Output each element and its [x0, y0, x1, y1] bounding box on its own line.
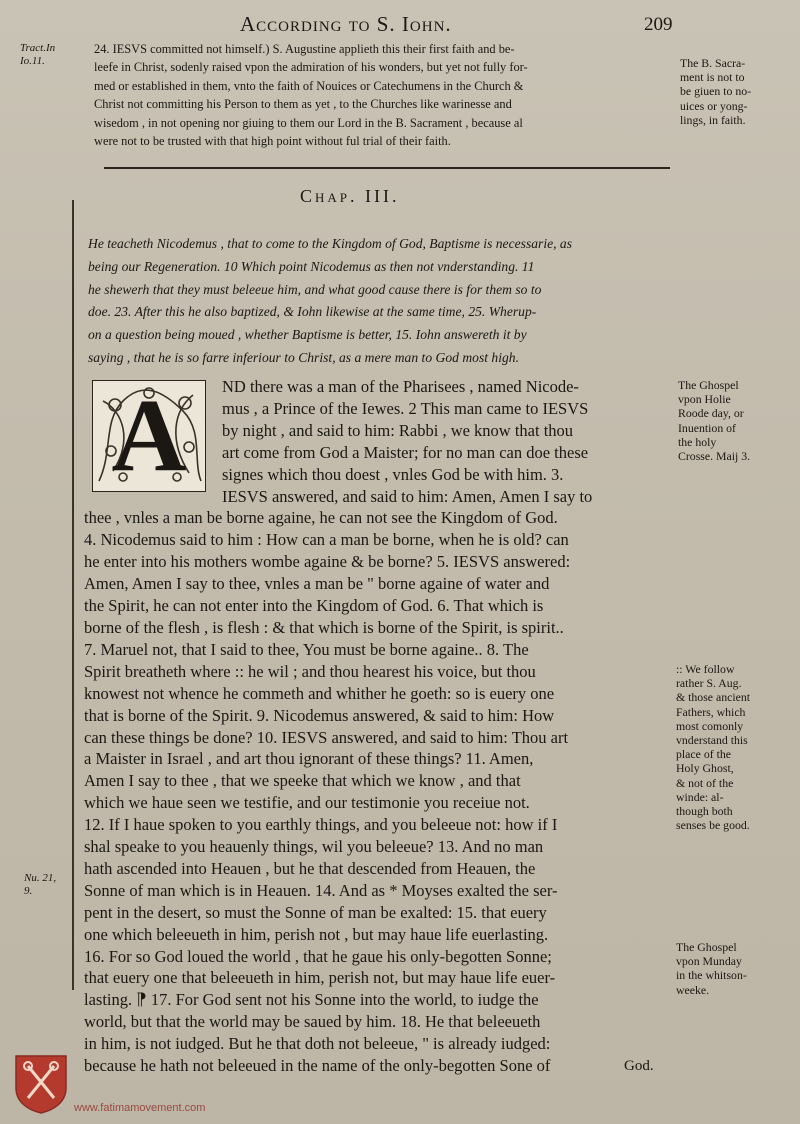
- papal-seal-icon: [14, 1054, 68, 1114]
- margin-line: uices or yong-: [680, 98, 748, 113]
- text-line: IESVS answered, and said to him: Amen, Amen I say to: [222, 486, 593, 506]
- margin-ref-line: Tract.In: [20, 42, 56, 54]
- text-line: Spirit breatheth where :: he wil ; and thou hearest his voice, but thou: [84, 661, 536, 681]
- margin-line: the holy: [678, 434, 717, 449]
- text-line: in him, is not iudged. But he that doth not beleeue, " is already iudged:: [84, 1034, 551, 1054]
- margin-line: lings, in faith.: [680, 112, 746, 127]
- margin-line: The Ghospel: [676, 940, 737, 954]
- margin-line: ment is not to: [680, 70, 745, 85]
- text-line: signes which thou doest , vnles God be with him. 3.: [222, 464, 564, 484]
- margin-line: Fathers, which: [676, 704, 746, 719]
- margin-line: be giuen to no-: [680, 84, 752, 99]
- margin-note-holie-roode: [678, 378, 750, 463]
- text-line: by night , and said to him: Rabbi , we know that thou: [222, 420, 574, 440]
- text-line: because he hath not beleeued in the name of the only-begotten Sone of: [84, 1056, 551, 1076]
- text-line: shal speake to you heauenly things, wil you beleeue? 13. And no man: [84, 837, 544, 857]
- text-line: 12. If I haue spoken to you earthly things, and you beleeue not: how if I: [84, 815, 558, 835]
- margin-line: & those ancient: [676, 690, 751, 705]
- chapter-argument: [88, 233, 676, 370]
- argument-line: He teacheth Nicodemus , that to come to the Kingdom of God, Baptisme is necessarie, as: [88, 236, 573, 251]
- text-line: were not to be trusted with that high point without ful trial of their faith.: [94, 134, 451, 149]
- text-line: 7. Maruel not, that I said to thee, You must be borne againe.. 8. The: [84, 639, 529, 659]
- margin-line: :: We follow: [676, 662, 735, 676]
- column-rule: [72, 200, 74, 990]
- drop-cap-letter: A: [111, 380, 187, 492]
- margin-line: Roode day, or: [678, 406, 744, 421]
- margin-line: place of the: [676, 747, 732, 762]
- margin-ref-line: 9.: [24, 885, 33, 897]
- text-line: lasting. ⁋ 17. For God sent not his Sonne into the world, to iudge the: [84, 990, 539, 1010]
- margin-line: weeke.: [676, 982, 710, 997]
- margin-line: The Ghospel: [678, 378, 739, 392]
- margin-line: Crosse. Maij 3.: [678, 449, 751, 464]
- text-line: thee , vnles a man be borne againe, he can not see the Kingdom of God.: [84, 508, 558, 528]
- text-line: 4. Nicodemus said to him : How can a man be borne, when he is old? can: [84, 530, 569, 550]
- text-line: Amen I say to thee , that we speeke that which we know , and that: [84, 771, 521, 791]
- argument-line: being our Regeneration. 10 Which point Nicodemus as then not vnderstanding. 11: [88, 258, 535, 274]
- margin-line: though both: [676, 804, 733, 819]
- text-line: Christ not committing his Person to them as yet , to the Churches like warinesse and: [94, 97, 512, 112]
- section-rule: [104, 167, 670, 169]
- text-line: the Spirit, he can not enter into the Kingdom of God. 6. That which is: [84, 596, 544, 616]
- chapter-heading: Chap. III.: [300, 186, 400, 206]
- text-line: Sonne of man which is in Heauen. 14. And as * Moyses exalted the ser-: [84, 880, 558, 900]
- margin-line: The B. Sacra-: [680, 56, 746, 70]
- text-line: a Maister in Israel , and art thou ignorant of these things? 11. Amen,: [84, 749, 534, 769]
- text-line: 16. For so God loued the world , that he gaue his only-begotten Sonne;: [84, 946, 552, 966]
- folio-number: 209: [644, 14, 673, 35]
- running-title: According to S. Iohn.: [240, 12, 452, 36]
- text-line: he enter into his mothers wombe againe & be borne? 5. IESVS answered:: [84, 552, 571, 572]
- text-line: which we haue seen we testifie, and our testimonie you receiue not.: [84, 793, 530, 813]
- argument-line: he shewerh that they must beleeue him, and what good cause there is for them so to: [88, 281, 542, 297]
- margin-line: Holy Ghost,: [676, 761, 734, 776]
- margin-line: in the whitson-: [676, 968, 747, 983]
- text-line: that euery one that beleeueth in him, perish not, but may haue life euer-: [84, 968, 556, 988]
- text-line: ND there was a man of the Pharisees , named Nicode-: [222, 377, 579, 396]
- catchword: God.: [624, 1058, 654, 1074]
- margin-line: winde: al-: [676, 789, 724, 804]
- watermark-url: www.fatimamovement.com: [74, 1102, 206, 1114]
- margin-line: Inuention of: [678, 420, 736, 435]
- text-line: leefe in Christ, sodenly raised vpon the admiration of his wonders, but yet not fully for-: [94, 60, 528, 75]
- top-left-margin-ref: [20, 42, 55, 68]
- margin-line: senses be good.: [676, 818, 750, 833]
- text-line: can these things be done? 10. IESVS answered, and said to him: Thou art: [84, 727, 569, 747]
- text-line: hath ascended into Heauen , but he that descended from Heauen, the: [84, 858, 536, 878]
- margin-ref-numbers: [24, 872, 56, 898]
- annotation-paragraph: [94, 40, 666, 150]
- scripture-text: [84, 376, 678, 1077]
- margin-line: & not of the: [676, 775, 734, 790]
- margin-line: vpon Munday: [676, 954, 742, 969]
- margin-line: vnderstand this: [676, 733, 748, 748]
- text-line: wisedom , in not opening nor giuing to them our Lord in the B. Sacrament , because al: [94, 115, 523, 130]
- text-line: borne of the flesh , is flesh : & that which is borne of the Spirit, is spirit..: [84, 617, 564, 637]
- margin-ref-line: Nu. 21,: [24, 872, 57, 884]
- margin-note-sacrament: [680, 56, 751, 127]
- text-line: knowest not whence he commeth and whither he goeth: so is euery one: [84, 683, 555, 703]
- margin-line: rather S. Aug.: [676, 676, 742, 691]
- text-line: that is borne of the Spirit. 9. Nicodemus answered, & said to him: How: [84, 705, 555, 725]
- argument-line: on a question being moued , whether Baptisme is better, 15. Iohn answereth it by: [88, 327, 527, 343]
- text-line: world, but that the world may be saued by him. 18. He that beleeueth: [84, 1012, 541, 1032]
- text-line: 24. IESVS committed not himself.) S. Augustine applieth this their first faith and be-: [94, 42, 515, 56]
- margin-line: most comonly: [676, 718, 744, 733]
- text-line: med or established in them, vnto the faith of Nouices or Catechumens in the Church &: [94, 78, 524, 93]
- text-line: Amen, Amen I say to thee, vnles a man be " borne againe of water and: [84, 574, 550, 594]
- argument-line: doe. 23. After this he also baptized, & Iohn likewise at the same time, 25. Wherup-: [88, 304, 537, 320]
- argument-line: saying , that he is so farre inferiour to Christ, as a mere man to God most high.: [88, 349, 519, 365]
- margin-ref-line: Io.11.: [20, 55, 45, 67]
- margin-note-monday: [676, 940, 747, 997]
- text-line: pent in the desert, so must the Sonne of man be exalted: 15. that euery: [84, 902, 547, 922]
- margin-note-we-follow: [676, 662, 750, 832]
- text-line: one which beleeueth in him, perish not , but may haue life euerlasting.: [84, 924, 549, 944]
- text-line: mus , a Prince of the Iewes. 2 This man came to IESVS: [222, 398, 589, 418]
- text-line: art come from God a Maister; for no man can doe these: [222, 442, 589, 462]
- margin-line: vpon Holie: [678, 392, 731, 407]
